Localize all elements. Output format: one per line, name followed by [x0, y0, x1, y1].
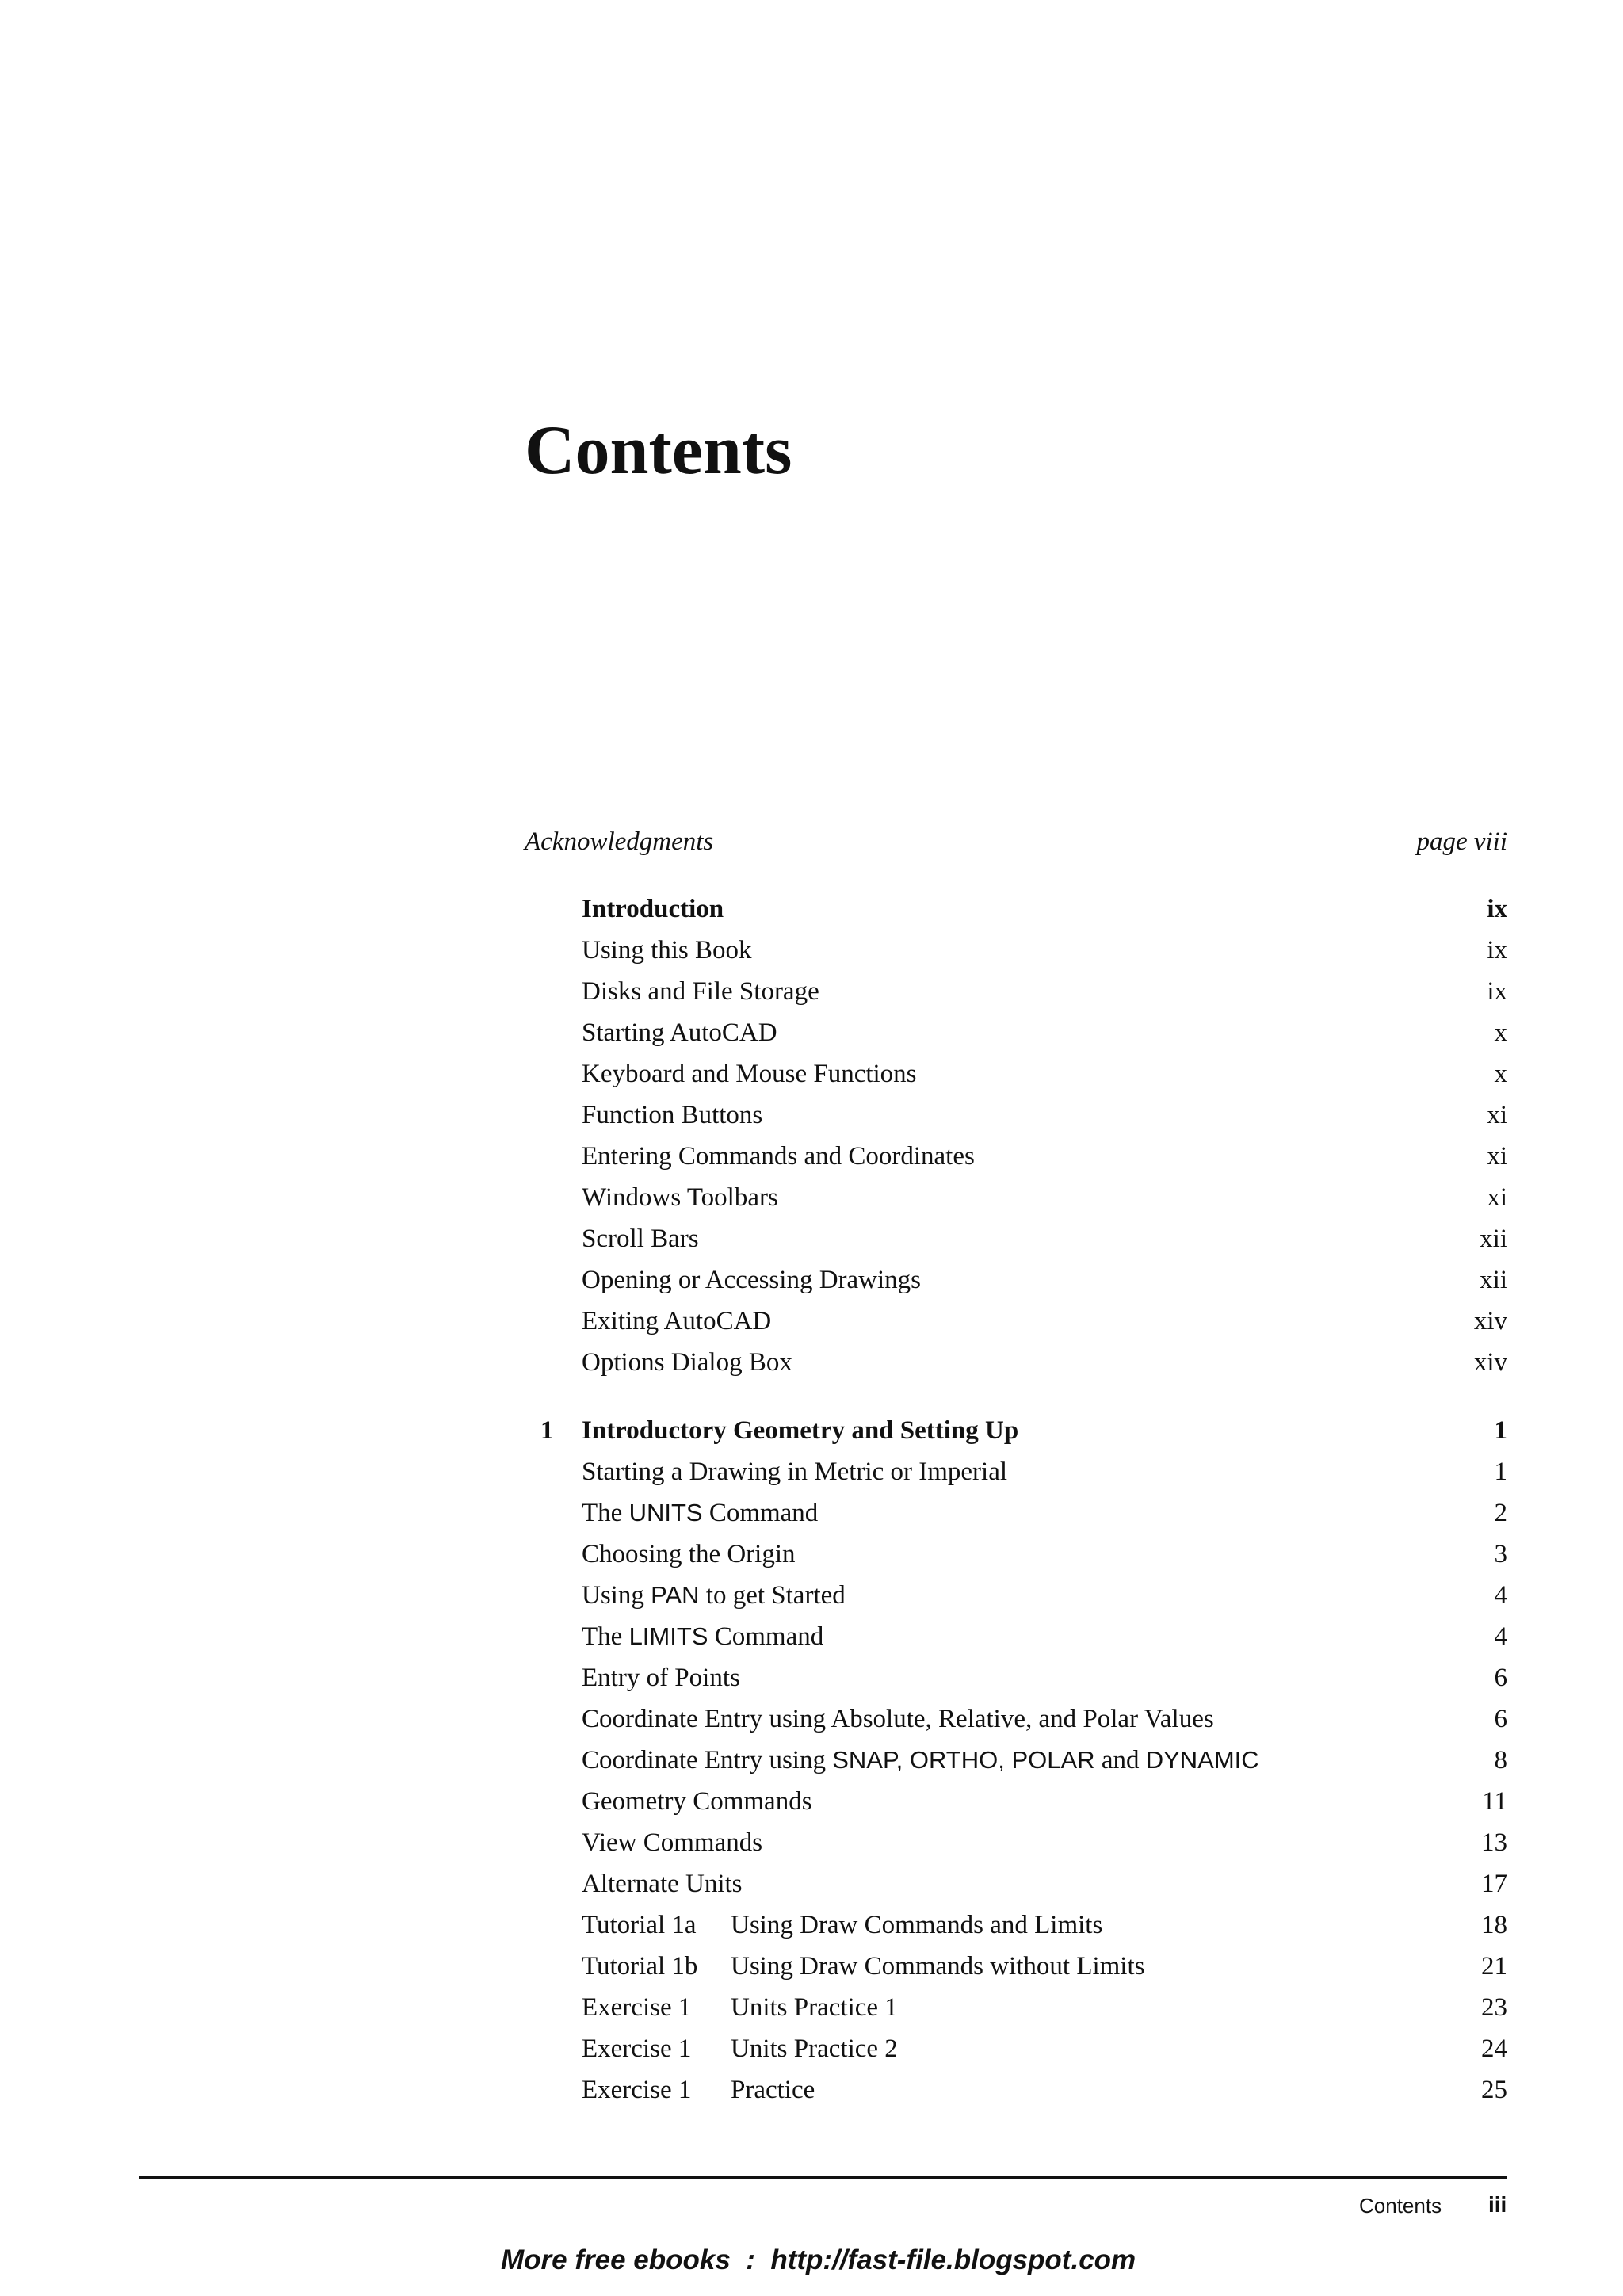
toc-page-number: 13 — [1481, 1828, 1507, 1857]
toc-entry[interactable] — [525, 1576, 1507, 1615]
footer-rule — [139, 2176, 1507, 2179]
toc-label: Options Dialog Box — [582, 1348, 792, 1377]
toc-page-number: xiv — [1473, 1348, 1507, 1377]
toc-exercise-entry[interactable] — [525, 1905, 1507, 1945]
toc-page-number: xi — [1487, 1101, 1507, 1129]
toc-label: Starting AutoCAD — [582, 1018, 777, 1047]
toc-label: Using Draw Commands without Limits — [731, 1952, 1145, 1981]
exercise-type: Exercise 1 — [582, 2076, 692, 2104]
promo-link[interactable]: More free ebooks : http://fast-file.blogspot.com — [501, 2244, 1136, 2275]
toc-label: Entry of Points — [582, 1664, 740, 1692]
toc-page-number: page viii — [1416, 827, 1507, 856]
toc-page-number: 4 — [1494, 1581, 1507, 1610]
toc-entry[interactable] — [525, 1823, 1507, 1862]
toc-entry[interactable] — [525, 1054, 1507, 1094]
toc-label: Keyboard and Mouse Functions — [582, 1060, 917, 1088]
toc-label: Entering Commands and Coordinates — [582, 1142, 975, 1171]
command-name: DYNAMIC — [1145, 1746, 1259, 1774]
toc-page-number: ix — [1487, 936, 1507, 965]
toc-label-text: to get Started — [699, 1581, 846, 1610]
footer-page-number: iii — [1488, 2192, 1507, 2217]
toc-page-number: 2 — [1494, 1499, 1507, 1527]
toc-entry[interactable] — [525, 1493, 1507, 1533]
toc-label: Opening or Accessing Drawings — [582, 1266, 922, 1294]
toc-page-number: 6 — [1494, 1664, 1507, 1692]
exercise-type: Exercise 1 — [582, 1993, 692, 2022]
toc-page-number: xi — [1487, 1142, 1507, 1171]
toc-entry[interactable] — [525, 1178, 1507, 1217]
toc-page-number: 1 — [1494, 1457, 1507, 1486]
toc-page-number: 6 — [1494, 1705, 1507, 1733]
toc-page-number: 21 — [1481, 1952, 1507, 1981]
toc-label-text: Using — [582, 1581, 651, 1610]
toc-page-number: 18 — [1481, 1911, 1507, 1939]
toc-acknowledgments[interactable] — [525, 827, 1507, 862]
toc-page-number: 23 — [1481, 1993, 1507, 2022]
command-name: SNAP, ORTHO, POLAR — [832, 1746, 1095, 1774]
toc-page-number: 8 — [1494, 1746, 1507, 1775]
toc-page-number: x — [1494, 1060, 1507, 1088]
toc-label: Exiting AutoCAD — [582, 1307, 772, 1335]
exercise-type: Exercise 1 — [582, 2034, 692, 2063]
toc-entry[interactable] — [525, 1343, 1507, 1382]
toc-label-text: Command — [708, 1622, 824, 1651]
command-name: UNITS — [628, 1499, 703, 1526]
toc-entry[interactable] — [525, 1699, 1507, 1739]
toc-exercise-entry[interactable] — [525, 2070, 1507, 2110]
toc-page-number: x — [1494, 1018, 1507, 1047]
toc-entry[interactable] — [525, 1095, 1507, 1135]
toc-label: Choosing the Origin — [582, 1540, 796, 1568]
toc-label: Using this Book — [582, 936, 752, 965]
toc-page-number: 11 — [1482, 1787, 1507, 1816]
toc-label-text: Coordinate Entry using — [582, 1746, 833, 1775]
toc-page-number: 24 — [1481, 2034, 1507, 2063]
toc-entry[interactable] — [525, 1534, 1507, 1574]
toc-label: Starting a Drawing in Metric or Imperial — [582, 1457, 1008, 1486]
toc-entry[interactable] — [525, 1301, 1507, 1341]
toc-entry[interactable] — [525, 1219, 1507, 1259]
toc-page-number: 4 — [1494, 1622, 1507, 1651]
toc-page-number: xii — [1480, 1224, 1507, 1253]
exercise-type: Tutorial 1b — [582, 1952, 698, 1981]
toc-label: Alternate Units — [582, 1870, 743, 1898]
toc-label: View Commands — [582, 1828, 763, 1857]
toc-label: Units Practice 2 — [731, 2034, 898, 2063]
toc-label: Scroll Bars — [582, 1224, 699, 1253]
toc-page-number: 25 — [1481, 2076, 1507, 2104]
exercise-type: Tutorial 1a — [582, 1911, 697, 1939]
command-name: LIMITS — [628, 1622, 708, 1650]
toc-entry[interactable] — [525, 1452, 1507, 1492]
toc-page-number: 17 — [1481, 1870, 1507, 1898]
toc-heading-introduction[interactable] — [525, 889, 1507, 929]
toc-heading-chapter-1[interactable] — [525, 1411, 1507, 1450]
toc-entry[interactable] — [525, 1137, 1507, 1176]
toc-exercise-entry[interactable] — [525, 1988, 1507, 2027]
toc-page-number: xiv — [1473, 1307, 1507, 1335]
toc-label: Geometry Commands — [582, 1787, 812, 1816]
toc-label-text: The — [582, 1622, 629, 1651]
toc-entry[interactable] — [525, 1617, 1507, 1656]
toc-label — [582, 1740, 1259, 1780]
toc-page-number: xi — [1487, 1183, 1507, 1212]
toc-page-number: 1 — [1494, 1416, 1507, 1445]
toc-label: Function Buttons — [582, 1101, 763, 1129]
toc-label: Introductory Geometry and Setting Up — [582, 1416, 1019, 1445]
toc-label: Practice — [731, 2076, 815, 2104]
toc-label: Introduction — [582, 895, 724, 923]
toc-label-text: The — [582, 1499, 629, 1527]
toc-label-text: and — [1094, 1746, 1146, 1775]
toc-entry[interactable] — [525, 1740, 1507, 1780]
toc-page-number: xii — [1480, 1266, 1507, 1294]
footer-section-label: Contents — [1359, 2194, 1442, 2218]
toc-label: Disks and File Storage — [582, 977, 819, 1006]
toc-entry[interactable] — [525, 1658, 1507, 1698]
toc-entry[interactable] — [525, 1013, 1507, 1052]
toc-label: Units Practice 1 — [731, 1993, 898, 2022]
toc-entry[interactable] — [525, 972, 1507, 1011]
toc-entry[interactable] — [525, 1260, 1507, 1300]
toc-entry[interactable] — [525, 930, 1507, 970]
toc-label — [582, 1576, 846, 1615]
toc-page-number: ix — [1487, 895, 1507, 923]
toc-label — [582, 1617, 823, 1656]
toc-entry[interactable] — [525, 1782, 1507, 1821]
toc-label-text: Command — [702, 1499, 819, 1527]
toc-label — [582, 1493, 818, 1533]
toc-exercise-entry[interactable] — [525, 2029, 1507, 2069]
command-name: PAN — [651, 1581, 700, 1609]
chapter-number: 1 — [540, 1416, 554, 1445]
toc-entry[interactable] — [525, 1864, 1507, 1904]
toc-page-number: ix — [1487, 977, 1507, 1006]
toc-label: Coordinate Entry using Absolute, Relative, and Polar Values — [582, 1705, 1214, 1733]
toc-label: Using Draw Commands and Limits — [731, 1911, 1103, 1939]
toc-label: Acknowledgments — [525, 827, 714, 856]
toc-label: Windows Toolbars — [582, 1183, 778, 1212]
toc-page-number: 3 — [1494, 1540, 1507, 1568]
page-title: Contents — [525, 412, 792, 489]
toc-exercise-entry[interactable] — [525, 1946, 1507, 1986]
